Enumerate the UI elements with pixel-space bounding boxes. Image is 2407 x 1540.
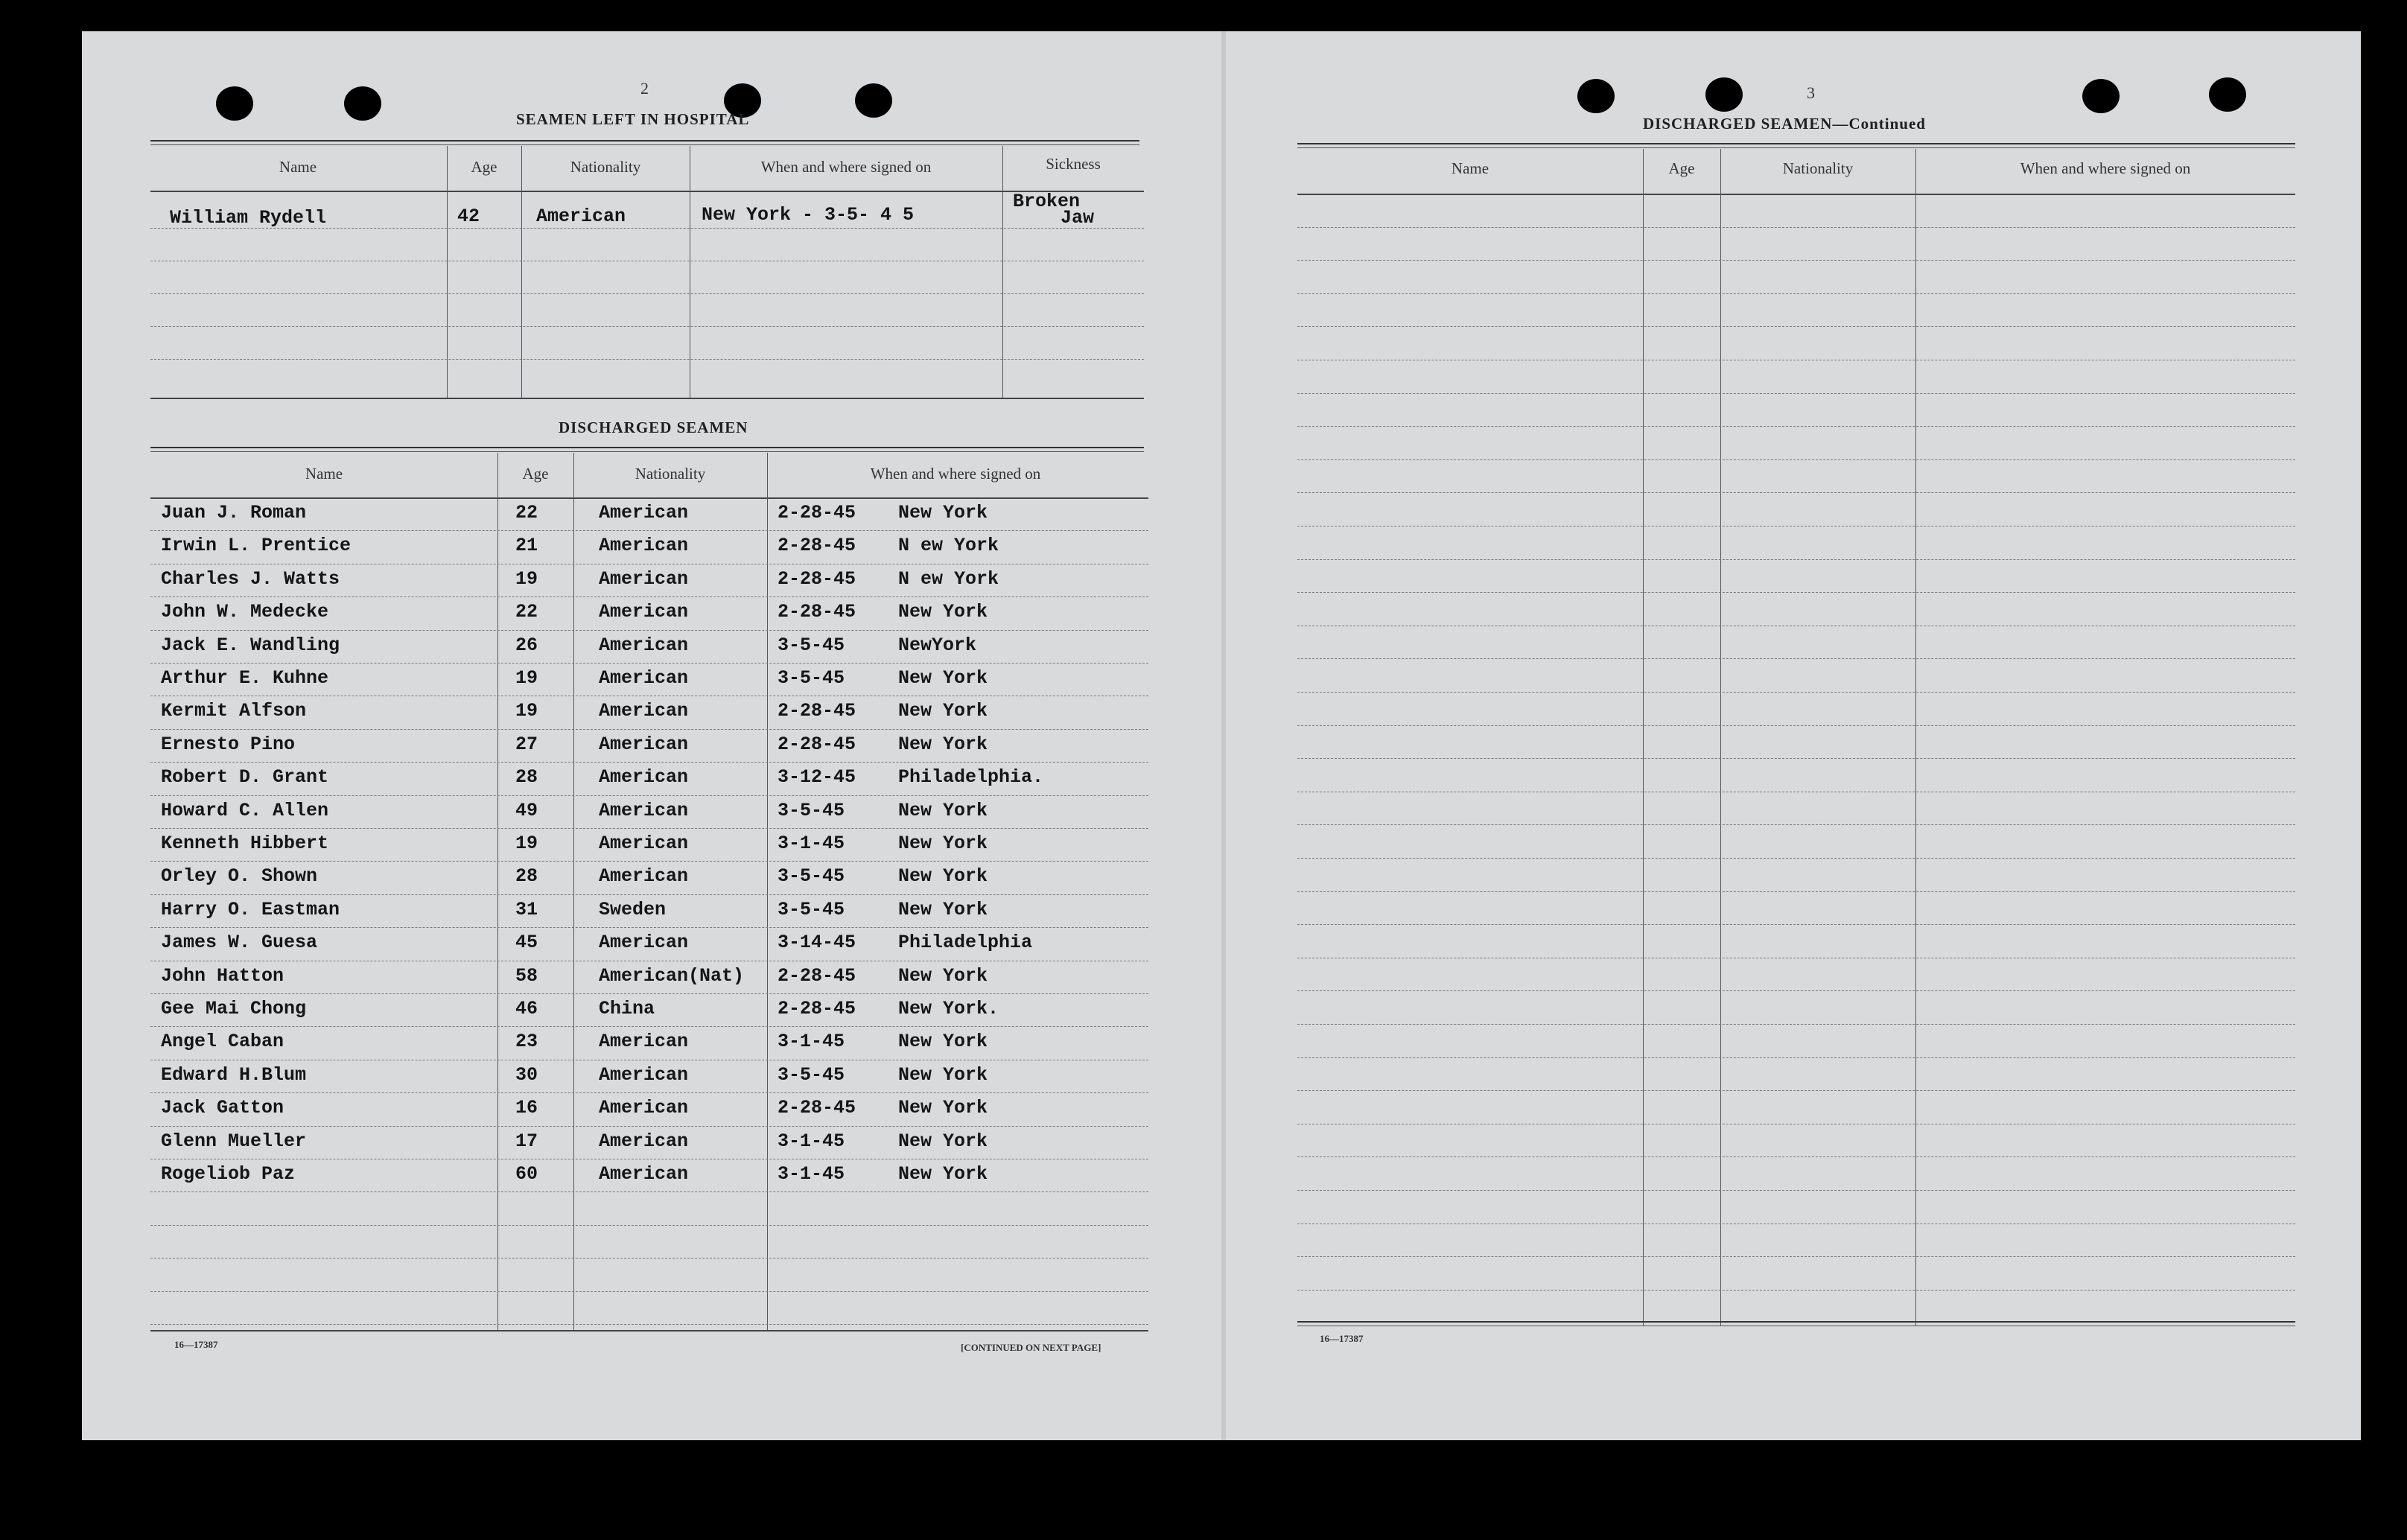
- cell-age: 26: [515, 634, 538, 656]
- cell-name: Howard C. Allen: [161, 799, 329, 821]
- row-line: [1297, 858, 2295, 859]
- cell-age: 45: [515, 932, 538, 954]
- row-line: [1297, 725, 2295, 726]
- row-line: [150, 1026, 1148, 1027]
- column-header-signed-on: When and where signed on: [2020, 159, 2191, 177]
- column-header-nationality: Nationality: [1782, 159, 1854, 177]
- cell-name: John W. Medecke: [161, 601, 329, 623]
- cell-date: 3-5-45: [778, 1063, 845, 1086]
- cell-nationality: American: [599, 1031, 689, 1053]
- row-line: [150, 894, 1148, 895]
- cell-date: 2-28-45: [778, 700, 856, 722]
- cell-name: Kermit Alfson: [161, 700, 307, 722]
- cell-age: 21: [515, 535, 538, 557]
- cell-date: 3-14-45: [778, 932, 856, 954]
- cell-date: 2-28-45: [778, 1097, 856, 1119]
- punch-hole: [855, 83, 892, 118]
- row-line: [1297, 1156, 2295, 1157]
- column-divider: [1643, 149, 1644, 1326]
- cell-place: New York: [898, 1097, 988, 1119]
- cell-age: 17: [515, 1130, 538, 1152]
- row-line: [150, 1225, 1148, 1226]
- punch-hole: [216, 86, 253, 121]
- table-bottom-rule: [150, 1330, 1148, 1331]
- cell-date: 2-28-45: [778, 502, 856, 524]
- cell-nationality: American: [599, 667, 689, 689]
- cell-nationality: American: [599, 833, 689, 854]
- cell-place: New York: [898, 1130, 988, 1152]
- row-line: [1297, 293, 2295, 294]
- column-divider: [1915, 149, 1916, 1326]
- cell-nationality: China: [599, 998, 655, 1019]
- row-line: [150, 993, 1148, 994]
- cell-age: 49: [515, 799, 538, 821]
- cell-place: New York: [898, 865, 988, 888]
- row-line: [1297, 559, 2295, 560]
- cell-date: 3-5-45: [778, 634, 845, 656]
- cell-date: 3-1-45: [778, 1163, 845, 1185]
- cell-age: 42: [457, 206, 480, 227]
- row-line: [1297, 1190, 2295, 1191]
- cell-name: Ernesto Pino: [161, 733, 296, 755]
- cell-name: Orley O. Shown: [161, 865, 318, 888]
- cell-nationality: Sweden: [599, 898, 667, 920]
- cell-name: James W. Guesa: [161, 932, 318, 954]
- cell-nationality: American: [599, 733, 689, 755]
- cell-name: Jack Gatton: [161, 1097, 284, 1119]
- column-divider: [1720, 149, 1721, 1326]
- cell-nationality: American: [599, 865, 689, 888]
- cell-name: Angel Caban: [161, 1031, 284, 1053]
- header-bottom-rule: [150, 191, 1144, 192]
- cell-age: 16: [515, 1097, 538, 1119]
- column-divider: [521, 146, 522, 399]
- cell-name: Harry O. Eastman: [161, 898, 340, 920]
- row-line: [1297, 592, 2295, 593]
- table-top-rule: [150, 140, 1139, 145]
- cell-nationality: American: [599, 634, 689, 656]
- row-line: [1297, 891, 2295, 892]
- cell-age: 30: [515, 1063, 538, 1086]
- cell-age: 22: [515, 502, 538, 524]
- cell-place: Philadelphia: [898, 932, 1033, 954]
- row-line: [1297, 1024, 2295, 1025]
- cell-date: 2-28-45: [778, 535, 856, 557]
- row-line: [150, 795, 1148, 796]
- cell-place: New York: [898, 667, 988, 689]
- cell-name: Jack E. Wandling: [161, 634, 340, 656]
- column-divider: [767, 453, 768, 1331]
- cell-name: Glenn Mueller: [161, 1130, 307, 1152]
- row-line: [1297, 658, 2295, 659]
- row-line: [150, 293, 1144, 294]
- cell-sickness: Jaw: [1061, 207, 1095, 229]
- column-header-signed-on: When and where signed on: [870, 465, 1041, 483]
- cell-age: 46: [515, 998, 538, 1019]
- cell-place: Philadelphia.: [898, 766, 1044, 789]
- cell-nationality: American: [599, 1097, 689, 1119]
- row-line: [1297, 1256, 2295, 1257]
- continued-section-title: DISCHARGED SEAMEN—Continued: [1643, 115, 1926, 133]
- row-line: [150, 729, 1148, 730]
- form-number: 16—17387: [174, 1339, 218, 1350]
- column-divider: [573, 453, 574, 1331]
- cell-place: New York: [898, 700, 988, 722]
- table-top-rule: [1297, 143, 2295, 148]
- row-line: [150, 596, 1148, 597]
- cell-nationality: American: [599, 567, 689, 590]
- row-line: [1297, 1057, 2295, 1058]
- punch-hole: [1577, 79, 1615, 113]
- cell-nationality: American: [599, 932, 689, 954]
- cell-age: 19: [515, 833, 538, 854]
- form-number: 16—17387: [1320, 1333, 1364, 1344]
- cell-place: New York: [898, 1163, 988, 1185]
- cell-date: 2-28-45: [778, 567, 856, 590]
- cell-name: William Rydell: [170, 207, 327, 229]
- row-line: [150, 927, 1148, 928]
- column-header-age: Age: [522, 465, 549, 483]
- cell-age: 60: [515, 1163, 538, 1185]
- cell-date: 3-5-45: [778, 799, 845, 821]
- cell-place: New York: [898, 601, 988, 623]
- column-header-sickness: Sickness: [1046, 155, 1101, 173]
- row-line: [150, 762, 1148, 763]
- cell-name: Kenneth Hibbert: [161, 833, 329, 854]
- cell-signed-on: New York - 3-5- 4 5: [702, 204, 915, 226]
- column-header-name: Name: [279, 158, 317, 176]
- cell-nationality: American: [599, 799, 689, 821]
- cell-age: 58: [515, 964, 538, 987]
- cell-age: 28: [515, 865, 538, 888]
- table-bottom-rule: [1297, 1321, 2295, 1326]
- page-number: 3: [1807, 83, 1815, 102]
- cell-age: 22: [515, 601, 538, 623]
- cell-date: 3-5-45: [778, 667, 845, 689]
- row-line: [1297, 990, 2295, 991]
- cell-nationality: American: [599, 700, 689, 722]
- column-divider: [1002, 146, 1003, 399]
- page-fold: [1221, 31, 1226, 1440]
- row-line: [150, 663, 1148, 664]
- cell-date: 2-28-45: [778, 998, 856, 1019]
- cell-nationality: American: [599, 535, 689, 557]
- row-line: [1297, 1290, 2295, 1291]
- row-line: [1297, 326, 2295, 327]
- row-line: [1297, 393, 2295, 394]
- cell-age: 19: [515, 567, 538, 590]
- row-line: [150, 828, 1148, 829]
- cell-nationality: American: [599, 1063, 689, 1086]
- cell-place: New York: [898, 799, 988, 821]
- punch-hole: [2209, 77, 2246, 112]
- cell-date: 3-12-45: [778, 766, 856, 789]
- cell-name: John Hatton: [161, 964, 284, 987]
- row-line: [150, 1191, 1148, 1192]
- cell-place: New York: [898, 733, 988, 755]
- column-divider: [497, 453, 498, 1331]
- row-line: [1297, 426, 2295, 427]
- cell-age: 27: [515, 733, 538, 755]
- row-line: [150, 861, 1148, 862]
- cell-place: New York: [898, 1063, 988, 1086]
- cell-nationality: American: [599, 502, 689, 524]
- cell-nationality: American: [599, 1130, 689, 1152]
- cell-nationality: American: [536, 206, 626, 227]
- cell-age: 19: [515, 667, 538, 689]
- cell-name: Juan J. Roman: [161, 502, 307, 524]
- punch-hole: [1705, 77, 1743, 112]
- column-divider: [447, 146, 448, 399]
- table-top-rule: [150, 447, 1144, 452]
- table-bottom-rule: [150, 398, 1144, 399]
- cell-age: 28: [515, 766, 538, 789]
- row-line: [150, 1324, 1148, 1325]
- page-number: 2: [640, 79, 649, 98]
- header-bottom-rule: [150, 497, 1148, 499]
- row-line: [1297, 492, 2295, 493]
- cell-place: New York: [898, 898, 988, 920]
- cell-name: Irwin L. Prentice: [161, 535, 352, 557]
- column-header-nationality: Nationality: [635, 465, 706, 483]
- row-line: [1297, 1090, 2295, 1091]
- cell-place: New York: [898, 964, 988, 987]
- cell-place: N ew York: [898, 567, 999, 590]
- cell-name: Rogeliob Paz: [161, 1163, 296, 1185]
- cell-date: 2-28-45: [778, 964, 856, 987]
- cell-nationality: American(Nat): [599, 964, 745, 987]
- cell-age: 19: [515, 700, 538, 722]
- row-line: [150, 630, 1148, 631]
- cell-date: 3-1-45: [778, 1130, 845, 1152]
- cell-date: 3-5-45: [778, 865, 845, 888]
- cell-nationality: American: [599, 601, 689, 623]
- punch-hole: [344, 86, 381, 121]
- column-header-signed-on: When and where signed on: [760, 158, 932, 176]
- cell-date: 2-28-45: [778, 733, 856, 755]
- cell-date: 2-28-45: [778, 601, 856, 623]
- cell-name: Charles J. Watts: [161, 567, 340, 590]
- cell-sickness: Broken: [1013, 191, 1081, 212]
- cell-date: 3-5-45: [778, 898, 845, 920]
- cell-name: Gee Mai Chong: [161, 998, 307, 1019]
- row-line: [150, 326, 1144, 327]
- cell-place: New York: [898, 1031, 988, 1053]
- cell-place: New York.: [898, 998, 999, 1019]
- cell-date: 3-1-45: [778, 833, 845, 854]
- column-header-nationality: Nationality: [570, 158, 641, 176]
- cell-date: 3-1-45: [778, 1031, 845, 1053]
- hospital-section-title: SEAMEN LEFT IN HOSPITAL: [516, 110, 750, 128]
- row-line: [150, 359, 1144, 360]
- row-line: [150, 1258, 1148, 1259]
- cell-name: Edward H.Blum: [161, 1063, 307, 1086]
- row-line: [1297, 758, 2295, 759]
- row-line: [1297, 924, 2295, 925]
- continued-note: [CONTINUED ON NEXT PAGE]: [961, 1342, 1101, 1353]
- row-line: [1297, 824, 2295, 825]
- column-header-name: Name: [1451, 159, 1489, 177]
- cell-nationality: American: [599, 766, 689, 789]
- row-line: [150, 1092, 1148, 1093]
- discharged-section-title: DISCHARGED SEAMEN: [559, 419, 748, 436]
- row-line: [150, 1291, 1148, 1292]
- cell-age: 31: [515, 898, 538, 920]
- cell-nationality: American: [599, 1163, 689, 1185]
- punch-hole: [2082, 79, 2120, 113]
- cell-place: N ew York: [898, 535, 999, 557]
- cell-place: New York: [898, 502, 988, 524]
- row-line: [1297, 459, 2295, 460]
- column-header-name: Name: [305, 465, 343, 483]
- cell-name: Arthur E. Kuhne: [161, 667, 329, 689]
- column-header-age: Age: [471, 158, 497, 176]
- row-line: [150, 530, 1148, 531]
- cell-place: NewYork: [898, 634, 977, 656]
- row-line: [1297, 260, 2295, 261]
- cell-age: 23: [515, 1031, 538, 1053]
- cell-place: New York: [898, 833, 988, 854]
- column-header-age: Age: [1668, 159, 1695, 177]
- row-line: [1297, 227, 2295, 228]
- row-line: [150, 1126, 1148, 1127]
- row-line: [1297, 692, 2295, 693]
- header-bottom-rule: [1297, 194, 2295, 195]
- cell-name: Robert D. Grant: [161, 766, 329, 789]
